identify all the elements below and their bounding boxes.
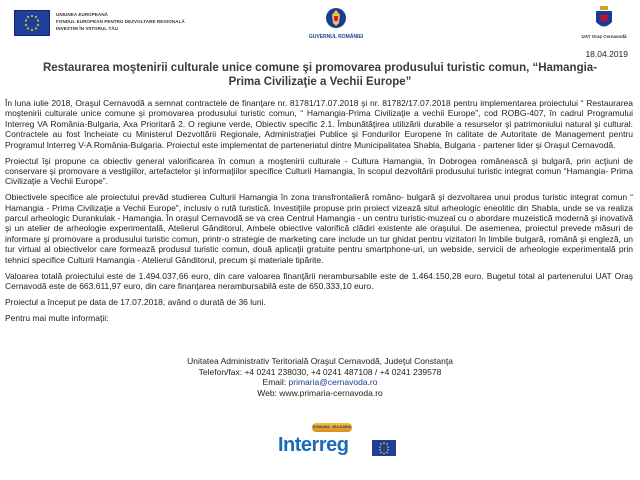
interreg-wordmark: Interreg	[278, 434, 349, 456]
cernavoda-crest-icon	[595, 6, 613, 32]
document-body	[5, 98, 633, 329]
paragraph-specific-objectives: Obiectivele specifice ale proiectului prevăd studierea Culturii Hamangia în zona transfrontalieră româno- bulgară şi dezvoltarea unui produs turistic integrat comun “ Hamangia - Prima Civilizaţie a Vechii Europe”, inclusiv o rută turistică. Investiţiile propuse prin proiect vizează situl arheologic eneolitic din Shabla, unde se va realiza parcul arheologic Durankulak - Hamangia. În oraşul Cernavodă se va crea Centrul Hamangia - un centru turistic-muzeal cu o abordare muzeistică modernă şi inovativă şi un atelier de arheologie experimentală, Atelierul Gânditorul. Ambele obiective valorifică clădiri existente ale oraşului. De asemenea, proiectul prevede măsuri de informare şi promovare a produsului turistic comun, printr-o strategie de marketing care include un tur ghidat pentru vizitatori în limbile bulgară, română şi engleză, un tur virtual al obiectivelor care formează produsul turistic comun, două aplicaţii gratuite pentru smartphone-uri, un webside, servicii de arheologie experimentală prin tehnici specifice Culturii Hamangia - Atelierul Gânditorul, precum şi materiale tipărite.	[5, 192, 633, 265]
eu-mini-flag-icon	[372, 440, 396, 456]
document-date: 18.04.2019	[585, 49, 628, 59]
romania-bulgaria-badge: ROMANIA - BULGARIA	[312, 423, 352, 432]
gov-label: GUVERNUL ROMÂNIEI	[308, 34, 364, 40]
email-label: Email:	[262, 377, 289, 388]
paragraph-contracts: În luna iulie 2018, Oraşul Cernavodă a semnat contractele de finanţare nr. 81781/17.07.2018 şi nr. 81782/17.07.2018 pentru implementarea proiectului “ Restaurarea moştenirii culturale unice comune şi promovarea produsului turistic comun, “ Hamangia-Prima Civilizaţie a vechii Europe”, cod ROBG-407, în cadrul Programului Interreg VA România-Bulgaria, Axa Prioritară 2. O regiune verde, Obiectiv specific 2.1. Îmbunătăţirea utilizării durabile a resurselor şi patrimoniului natural şi cultural. Contractele au fost încheiate cu Ministerul Dezvoltării Regionale, Administraţiei Publice şi Fondurilor Europene în calitate de Autoritate de Management pentru Programul Interreg V-A România-Bulgaria. Proiectul este implementat de parteneriatul dintre Municipalitatea Shabla, Bulgaria - partener lider şi Oraşul Cernavodă.	[5, 98, 633, 150]
email-link[interactable]: primaria@cernavoda.ro	[288, 377, 378, 388]
paragraph-more-info: Pentru mai multe informaţii:	[5, 312, 109, 323]
paragraph-budget: Valoarea totală proiectului este de 1.494.037,66 euro, din care valoarea finanţării nerambursabile este de 1.464.150,28 euro. Bugetul total al partenerului UAT Oraş Cernavodă este de 663.611,97 euro, din care finanţarea nerambursabilă este de 650.333,10 euro.	[5, 270, 633, 291]
uat-label: UAT Oraş Cernavodă	[581, 34, 627, 39]
contact-website[interactable]: Web: www.primaria-cernavoda.ro	[257, 387, 383, 398]
uat-logo	[574, 6, 634, 39]
contact-block	[140, 356, 500, 398]
document-header	[0, 0, 640, 50]
government-logo	[291, 6, 381, 40]
document-title: Restaurarea moştenirii culturale unice comune şi promovarea produsului turistic comun, “Hamangia-Prima Civilizaţie a Vechii Europe”	[42, 62, 598, 88]
eu-line-1: UNIUNEA EUROPEANĂ	[56, 12, 109, 17]
paragraph-start-date: Proiectul a început pe data de 17.07.2018, având o durată de 36 luni.	[5, 296, 266, 307]
contact-institution: Unitatea Administrativ Teritorială Oraşul Cernavodă, Judeţul Constanţa	[187, 356, 453, 366]
romanian-coat-of-arms-icon	[325, 6, 347, 32]
eu-flag-icon	[14, 10, 50, 36]
eu-line-2: FONDUL EUROPEAN PENTRU DEZVOLTARE REGIONALĂ	[56, 19, 185, 24]
interreg-logo	[276, 423, 416, 475]
contact-phone: Telefon/fax: +4 0241 238030, +4 0241 487108 / +4 0241 239578	[198, 366, 442, 377]
paragraph-general-objective: Proiectul îşi propune ca obiectiv general valorificarea în comun a moştenirii culturale - Cultura Hamangia, în Dobrogea românească şi bulgară, prin acţiuni de conservare şi promovare a vestigiilor, artefactelor şi informaţiilor specifice Culturii Hamangia, în scopul dezvoltării produsului turistic integrat comun “Hamangia- Prima Civilizaţie a Vechii Europe”.	[5, 155, 633, 187]
eu-funding-text	[56, 11, 185, 32]
eu-line-3: INVESTIM ÎN VIITORUL TĂU	[56, 26, 118, 31]
contact-email-line	[140, 377, 500, 388]
